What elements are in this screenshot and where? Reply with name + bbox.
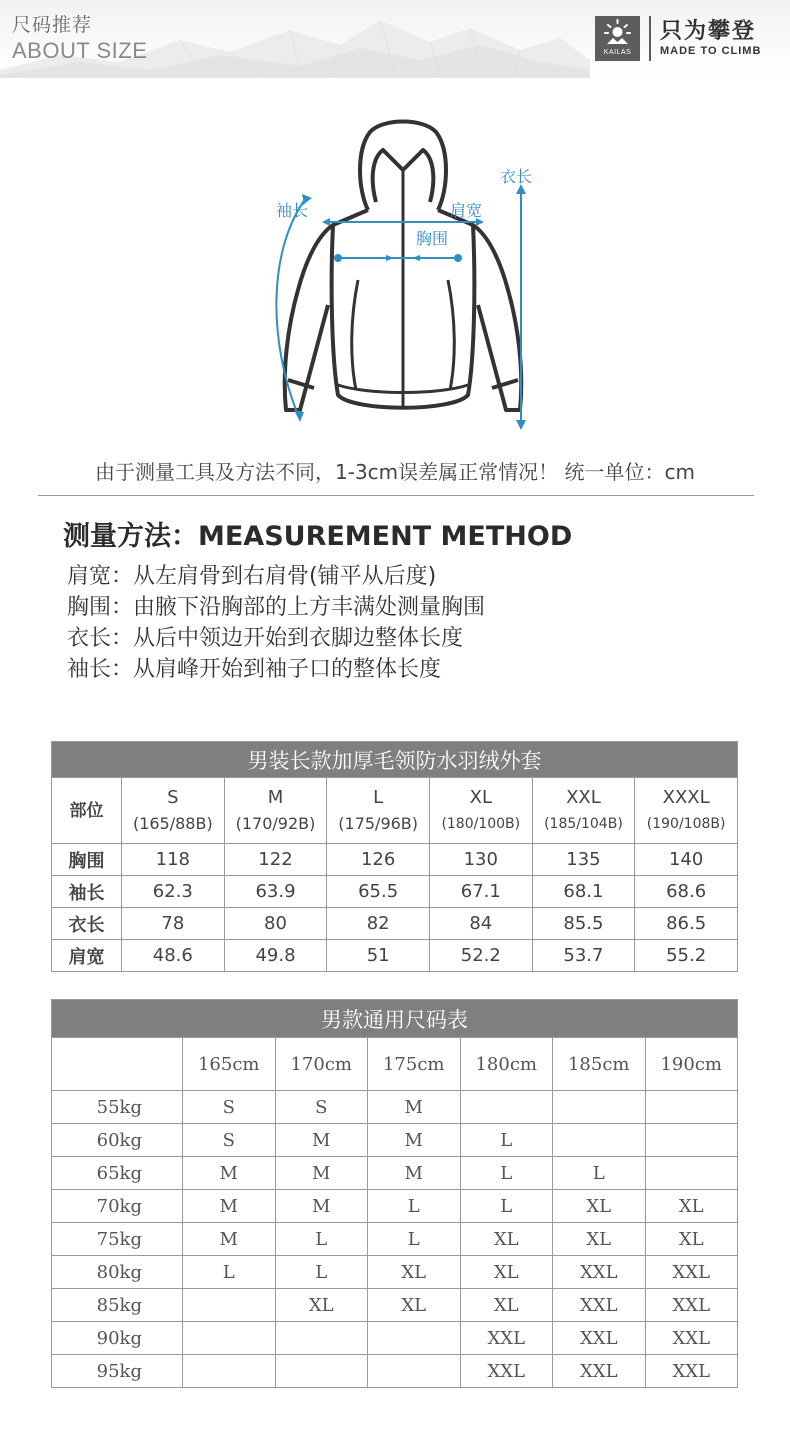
method-item: 胸围：由腋下沿胸部的上方丰满处测量胸围: [67, 595, 486, 620]
size-cell: XL: [553, 1190, 646, 1223]
table-row: [52, 1256, 738, 1289]
size-header-row: [52, 778, 738, 844]
table-row: [52, 1190, 738, 1223]
size-cell: [368, 1355, 461, 1388]
method-title: 测量方法：MEASUREMENT METHOD: [63, 521, 573, 552]
height-header: 175cm: [368, 1038, 461, 1091]
header-title-en: ABOUT SIZE: [12, 38, 148, 63]
size-cell: XL: [368, 1256, 461, 1289]
table-row: [52, 1355, 738, 1388]
size-cell: XXL: [553, 1256, 646, 1289]
method-item: 衣长：从后中领边开始到衣脚边整体长度: [67, 626, 464, 651]
label-length: 衣长: [500, 167, 533, 186]
weight-label: 60kg: [52, 1124, 183, 1157]
cell: 78: [122, 908, 225, 940]
row-label: 衣长: [52, 908, 122, 940]
brand-name: KAILAS: [603, 49, 632, 56]
size-col-header: L (175/96B): [327, 778, 430, 844]
cell: 55.2: [635, 940, 738, 972]
weight-label: 65kg: [52, 1157, 183, 1190]
table-row: [52, 844, 738, 876]
size-cell: M: [183, 1223, 276, 1256]
table-row: [52, 1223, 738, 1256]
height-header: 165cm: [183, 1038, 276, 1091]
size-cell: [183, 1322, 276, 1355]
size-cell: XL: [460, 1289, 553, 1322]
cell: 52.2: [429, 940, 532, 972]
row-label: 袖长: [52, 876, 122, 908]
cell: 68.6: [635, 876, 738, 908]
size-cell: [183, 1289, 276, 1322]
weight-label: 95kg: [52, 1355, 183, 1388]
header-title-cn: 尺码推荐: [12, 14, 93, 36]
size-cell: XXL: [460, 1322, 553, 1355]
size-cell: L: [368, 1223, 461, 1256]
size-cell: [553, 1124, 646, 1157]
size-col-header: M (170/92B): [224, 778, 327, 844]
size-cell: M: [368, 1124, 461, 1157]
table-row: [52, 1322, 738, 1355]
size-cell: L: [275, 1256, 368, 1289]
size-cell: M: [183, 1157, 276, 1190]
general-table-body: [52, 1091, 738, 1388]
brand-logo: [595, 16, 640, 61]
size-col-header: XXXL (190/108B): [635, 778, 738, 844]
general-table-caption: 男款通用尺码表: [52, 1000, 738, 1038]
weight-label: 90kg: [52, 1322, 183, 1355]
table-row: [52, 1157, 738, 1190]
size-cell: XL: [645, 1190, 738, 1223]
cell: 63.9: [224, 876, 327, 908]
cell: 53.7: [532, 940, 635, 972]
size-table: [51, 741, 738, 972]
general-size-table: [51, 999, 738, 1388]
height-header: 185cm: [553, 1038, 646, 1091]
size-col-header: XL (180/100B): [429, 778, 532, 844]
size-cell: XL: [460, 1223, 553, 1256]
jacket-measurement-diagram: [258, 110, 548, 440]
label-sleeve: 袖长: [276, 201, 309, 220]
height-header-row: [52, 1038, 738, 1091]
size-cell: S: [183, 1091, 276, 1124]
size-cell: M: [275, 1190, 368, 1223]
measurement-note: 由于测量工具及方法不同，1-3cm误差属正常情况！ 统一单位：cm: [95, 460, 695, 484]
size-cell: L: [460, 1190, 553, 1223]
size-cell: [553, 1091, 646, 1124]
size-cell: [645, 1124, 738, 1157]
cell: 140: [635, 844, 738, 876]
slogan-en: MADE TO CLIMB: [660, 45, 762, 57]
table-row: [52, 1289, 738, 1322]
size-cell: S: [183, 1124, 276, 1157]
size-cell: XL: [368, 1289, 461, 1322]
logo-divider: [649, 16, 651, 61]
size-cell: S: [275, 1091, 368, 1124]
cell: 51: [327, 940, 430, 972]
method-list: [67, 561, 485, 685]
slogan-cn: 只为攀登: [660, 19, 757, 44]
cell: 80: [224, 908, 327, 940]
jacket-illustration: [258, 110, 548, 440]
label-chest: 胸围: [416, 229, 449, 248]
table-row: [52, 908, 738, 940]
cell: 126: [327, 844, 430, 876]
corner-cell: [52, 1038, 183, 1091]
cell: 118: [122, 844, 225, 876]
table-row: [52, 1124, 738, 1157]
size-cell: XL: [275, 1289, 368, 1322]
weight-label: 70kg: [52, 1190, 183, 1223]
method-item: 袖长：从肩峰开始到袖子口的整体长度: [67, 657, 442, 682]
cell: 86.5: [635, 908, 738, 940]
method-item: 肩宽：从左肩骨到右肩骨(铺平从后度): [67, 564, 437, 589]
divider: [38, 495, 754, 496]
cell: 62.3: [122, 876, 225, 908]
row-label: 胸围: [52, 844, 122, 876]
size-cell: L: [275, 1223, 368, 1256]
cell: 49.8: [224, 940, 327, 972]
size-cell: M: [275, 1157, 368, 1190]
size-cell: L: [368, 1190, 461, 1223]
size-col-header: S (165/88B): [122, 778, 225, 844]
size-cell: XXL: [645, 1322, 738, 1355]
cell: 82: [327, 908, 430, 940]
cell: 65.5: [327, 876, 430, 908]
cell: 85.5: [532, 908, 635, 940]
size-cell: XXL: [553, 1289, 646, 1322]
cell: 122: [224, 844, 327, 876]
size-cell: M: [368, 1157, 461, 1190]
weight-label: 55kg: [52, 1091, 183, 1124]
size-cell: XL: [645, 1223, 738, 1256]
table-row: [52, 876, 738, 908]
size-cell: XXL: [645, 1256, 738, 1289]
size-cell: L: [460, 1157, 553, 1190]
size-cell: XL: [460, 1256, 553, 1289]
size-cell: XL: [553, 1223, 646, 1256]
size-cell: XXL: [645, 1289, 738, 1322]
cell: 84: [429, 908, 532, 940]
size-table-caption: 男装长款加厚毛领防水羽绒外套: [52, 742, 738, 778]
weight-label: 80kg: [52, 1256, 183, 1289]
page-header: [0, 0, 790, 78]
height-header: 190cm: [645, 1038, 738, 1091]
size-cell: L: [553, 1157, 646, 1190]
height-header: 180cm: [460, 1038, 553, 1091]
size-cell: [645, 1091, 738, 1124]
size-cell: XXL: [460, 1355, 553, 1388]
size-cell: [275, 1355, 368, 1388]
cell: 135: [532, 844, 635, 876]
size-cell: [645, 1157, 738, 1190]
cell: 67.1: [429, 876, 532, 908]
cell: 48.6: [122, 940, 225, 972]
size-cell: M: [275, 1124, 368, 1157]
label-shoulder: 肩宽: [450, 201, 483, 220]
weight-label: 75kg: [52, 1223, 183, 1256]
size-cell: [368, 1322, 461, 1355]
size-col-header: XXL (185/104B): [532, 778, 635, 844]
table-row: [52, 1091, 738, 1124]
size-cell: L: [183, 1256, 276, 1289]
size-cell: L: [460, 1124, 553, 1157]
row-label: 肩宽: [52, 940, 122, 972]
size-cell: XXL: [553, 1355, 646, 1388]
corner-cell: 部位: [52, 778, 122, 844]
size-cell: M: [183, 1190, 276, 1223]
weight-label: 85kg: [52, 1289, 183, 1322]
size-cell: M: [368, 1091, 461, 1124]
size-cell: XXL: [645, 1355, 738, 1388]
size-cell: XXL: [553, 1322, 646, 1355]
size-cell: [275, 1322, 368, 1355]
cell: 130: [429, 844, 532, 876]
size-cell: [183, 1355, 276, 1388]
height-header: 170cm: [275, 1038, 368, 1091]
size-cell: [460, 1091, 553, 1124]
table-row: [52, 940, 738, 972]
cell: 68.1: [532, 876, 635, 908]
